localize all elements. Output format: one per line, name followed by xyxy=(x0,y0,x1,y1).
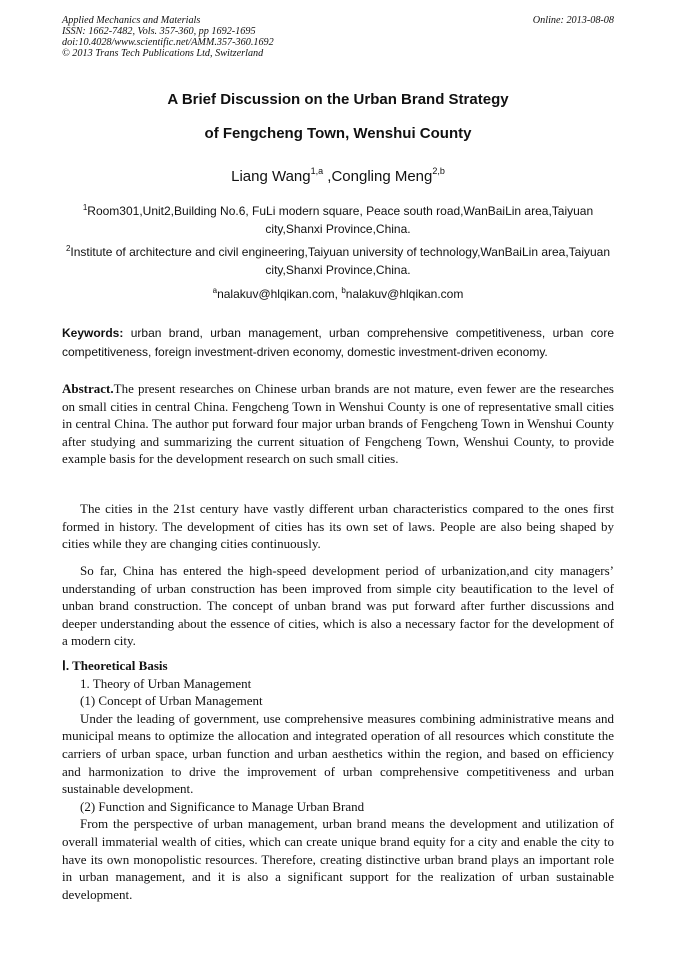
keywords-block xyxy=(62,324,614,362)
section-theoretical-basis xyxy=(62,657,614,903)
affiliation-2-text: Institute of architecture and civil engineering,Taiyuan university of technology,WanBaiLin area,Taiyuan city,Shanxi Province,China. xyxy=(70,245,611,277)
abstract-label: Abstract. xyxy=(62,381,114,396)
title-line-1: A Brief Discussion on the Urban Brand Strategy xyxy=(167,91,509,108)
subsection-1a-heading: (1) Concept of Urban Management xyxy=(80,693,263,709)
section-paragraph-1: Under the leading of government, use comprehensive measures combining administrative means and municipal means to optimize the allocation and integrated operation of all resources which constitute the carriers of urban space, urban function and urban aesthetics within the region, and based on efficiency and harmonization to drive the improvement of urban comprehensive competitiveness and urban sustainable development. xyxy=(62,710,614,797)
journal-name: Applied Mechanics and Materials xyxy=(62,15,201,26)
online-date: Online: 2013-08-08 xyxy=(532,15,614,26)
intro-paragraph-2 xyxy=(62,562,614,650)
affiliation-1-text: Room301,Unit2,Building No.6, FuLi modern square, Peace south road,WanBaiLin area,Taiyuan city,Shanxi Province,China. xyxy=(87,204,594,236)
subsection-1b-heading: (2) Function and Significance to Manage Urban Brand xyxy=(80,798,365,814)
intro-paragraph-1 xyxy=(62,500,614,553)
subsection-1-heading: 1. Theory of Urban Management xyxy=(80,675,252,691)
copyright-line: © 2013 Trans Tech Publications Ltd, Switzerland xyxy=(62,48,264,59)
abstract-text: The present researches on Chinese urban brands are not mature, even fewer are the researches on small cities in central China. Fengcheng Town in Wenshui County is one of representative small cities in central China. The author put forward four major urban brands of Fengcheng Town in Wenshui County after studying and summarizing the current situation of Fengcheng Town, Wenshui County, to provide example basis for the development research on such small cities. xyxy=(62,381,614,467)
author-2: Congling Meng xyxy=(331,168,433,185)
affiliation-2-mark: 2 xyxy=(65,244,71,253)
doi-line: doi:10.4028/www.scientific.net/AMM.357-360.1692 xyxy=(62,37,274,48)
author-1-superscript: 1,a xyxy=(310,166,324,176)
author-list xyxy=(62,167,614,187)
email-line xyxy=(62,285,614,303)
author-1: Liang Wang xyxy=(231,168,311,185)
keywords-text: urban brand, urban management, urban comprehensive competitiveness, urban core competitiveness, foreign investment-driven economy, domestic investment-driven economy. xyxy=(62,326,614,359)
intro-paragraph-2-text: So far, China has entered the high-speed development period of urbanization,and city managers’ understanding of urban construction has been improved from simple city beautification to the level of unban brand construction. The concept of unban brand was put forward after further discussions and deeper understanding about the essence of cities, which is also a necessary factor for the development of a modern city. xyxy=(62,563,614,649)
author-separator: , xyxy=(323,168,332,185)
section-heading: Ⅰ. Theoretical Basis xyxy=(62,658,168,673)
email-b-mark: b xyxy=(341,286,346,295)
abstract-block xyxy=(62,380,614,468)
section-paragraph-2: From the perspective of urban management, urban brand means the development and utilization of overall immaterial wealth of cities, which can create unique brand equity for a city and enable the city to have its own monopolistic resources. Therefore, creating distinctive urban brand plays an important role in urban management, and it is also a significant support for the realization of urban sustainable development. xyxy=(62,816,614,902)
email-a-mark: a xyxy=(212,286,218,295)
journal-header xyxy=(62,15,442,59)
intro-paragraph-1-text: The cities in the 21st century have vastly different urban characteristics compared to the ones first formed in history. The development of cities has its own set of laws. People are also being shaped by cities while they are changing cities continuously. xyxy=(62,501,614,552)
issn-line: ISSN: 1662-7482, Vols. 357-360, pp 1692-1695 xyxy=(62,26,256,37)
email-a: nalakuv@hlqikan.com, xyxy=(217,287,342,301)
keywords-label: Keywords: xyxy=(62,326,124,340)
email-b: nalakuv@hlqikan.com xyxy=(345,287,464,301)
title-line-2: of Fengcheng Town, Wenshui County xyxy=(204,125,472,142)
affiliation-1-mark: 1 xyxy=(82,203,88,212)
author-2-superscript: 2,b xyxy=(432,166,445,176)
affiliation-2 xyxy=(62,243,614,279)
affiliation-1 xyxy=(62,202,614,238)
